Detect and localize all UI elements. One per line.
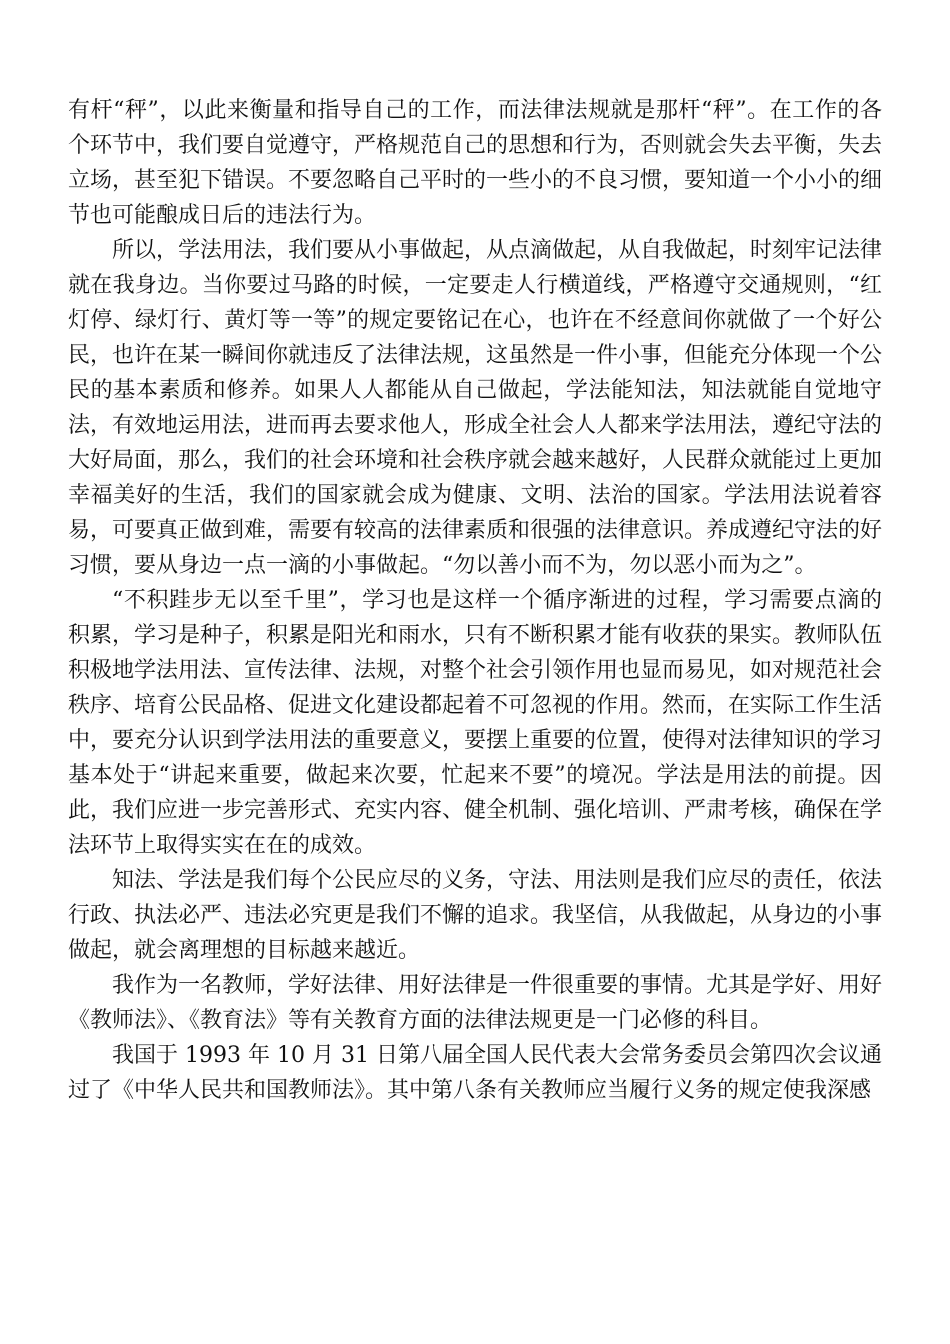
document-page [68, 93, 882, 1108]
paragraph-4: 知法、学法是我们每个公民应尽的义务，守法、用法则是我们应尽的责任，依法行政、执法必严、违法必究更是我们不懈的追求。我坚信，从我做起，从身边的小事做起，就会离理想的目标越来越近。 [68, 868, 883, 963]
paragraph-3: “不积跬步无以至千里”，学习也是这样一个循序渐进的过程，学习需要点滴的积累，学习是种子，积累是阳光和雨水，只有不断积累才能有收获的果实。教师队伍积极地学法用法、宣传法律、法规，对整个社会引领作用也显而易见，如对规范社会秩序、培育公民品格、促进文化建设都起着不可忽视的作用。然而，在实际工作生活中，要充分认识到学法用法的重要意义，要摆上重要的位置，使得对法律知识的学习基本处于“讲起来重要，做起来次要，忙起来不要”的境况。学法是用法的前提。因此，我们应进一步完善形式、充实内容、健全机制、强化培训、严肃考核，确保在学法环节上取得实实在在的成效。 [68, 588, 883, 858]
paragraph-5: 我作为一名教师，学好法律、用好法律是一件很重要的事情。尤其是学好、用好《教师法》、《教育法》等有关教育方面的法律法规更是一门必修的科目。 [68, 973, 883, 1033]
paragraph-6: 我国于 1993 年 10 月 31 日第八届全国人民代表大会常务委员会第四次会议通过了《中华人民共和国教师法》。其中第八条有关教师应当履行义务的规定使我深感 [68, 1043, 882, 1103]
paragraph-2: 所以，学法用法，我们要从小事做起，从点滴做起，从自我做起，时刻牢记法律就在我身边。当你要过马路的时候，一定要走人行横道线，严格遵守交通规则，“红灯停、绿灯行、黄灯等一等”的规定要铭记在心，也许在不经意间你就做了一个好公民，也许在某一瞬间你就违反了法律法规，这虽然是一件小事，但能充分体现一个公民的基本素质和修养。如果人人都能从自己做起，学法能知法，知法就能自觉地守法，有效地运用法，进而再去要求他人，形成全社会人人都来学法用法，遵纪守法的大好局面，那么，我们的社会环境和社会秩序就会越来越好，人民群众就能过上更加幸福美好的生活，我们的国家就会成为健康、文明、法治的国家。学法用法说着容易，可要真正做到难，需要有较高的法律素质和很强的法律意识。养成遵纪守法的好习惯，要从身边一点一滴的小事做起。“勿以善小而不为，勿以恶小而为之”。 [68, 238, 883, 578]
paragraph-1: 有杆“秤”，以此来衡量和指导自己的工作，而法律法规就是那杆“秤”。在工作的各个环节中，我们要自觉遵守，严格规范自己的思想和行为，否则就会失去平衡，失去立场，甚至犯下错误。不要忽略自己平时的一些小的不良习惯，要知道一个小小的细节也可能酿成日后的违法行为。 [68, 98, 883, 228]
